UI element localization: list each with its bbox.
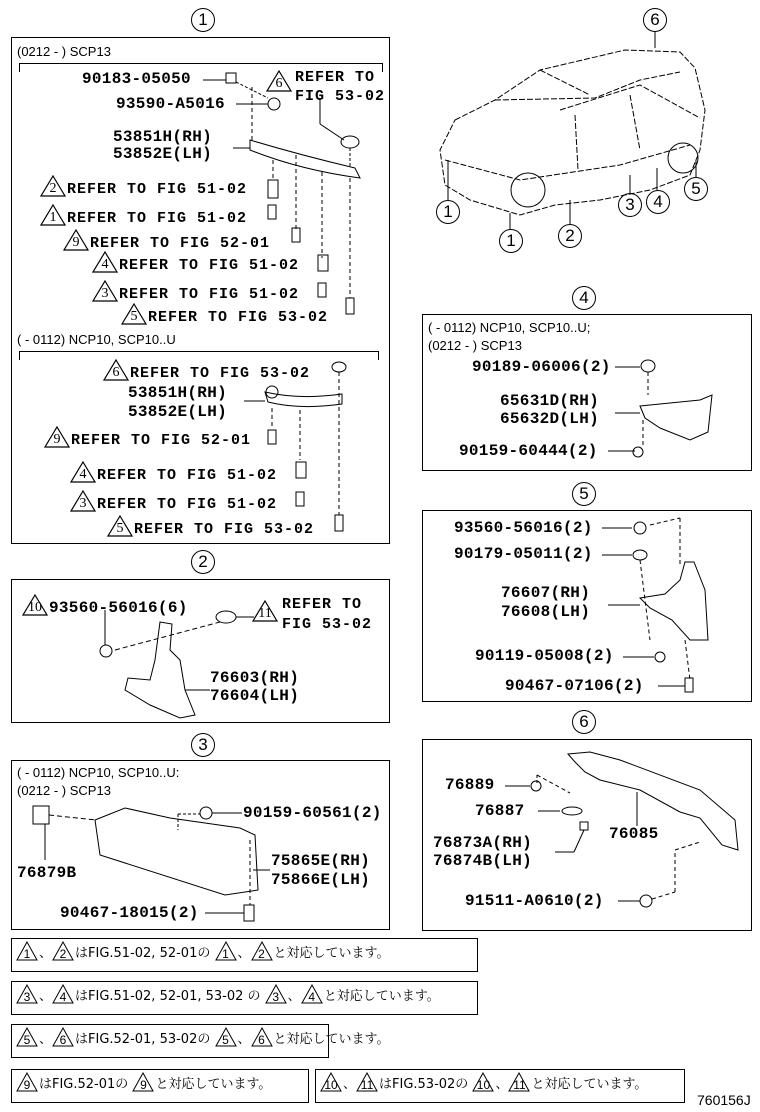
legend-row-9 — [11, 1069, 309, 1103]
part-90159-60444[interactable]: 90159-60444(2) — [459, 442, 598, 460]
part-90119-05008[interactable]: 90119-05008(2) — [475, 647, 614, 665]
triangle-6-icon: 6 — [52, 1027, 74, 1047]
separator: 、 — [39, 989, 53, 1004]
ref-text: REFER TO FIG 51-02 — [67, 181, 248, 198]
part-90179-05011[interactable]: 90179-05011(2) — [454, 545, 593, 563]
triangle-11-icon: 11 — [356, 1072, 378, 1092]
separator: 、 — [237, 946, 251, 961]
ref-row[interactable] — [63, 229, 270, 252]
legend-text: はFIG.51-02, 52-01の — [75, 946, 211, 961]
ref-text: REFER TO FIG 51-02 — [119, 286, 300, 303]
triangle-1-icon: 1 — [40, 204, 66, 226]
section-1-lower-applicability: ( - 0112) NCP10, SCP10..U — [17, 332, 176, 347]
part-53852E-lh[interactable]: 53852E(LH) — [113, 145, 213, 163]
triangle-2-icon: 2 — [52, 941, 74, 961]
part-90183-05050[interactable]: 90183-05050 — [82, 70, 191, 88]
part-76604-lh[interactable]: 76604(LH) — [210, 687, 300, 705]
triangle-3-icon: 3 — [70, 490, 96, 512]
section-3-applicability-2: (0212 - ) SCP13 — [17, 783, 111, 798]
part-93560-56016-x2[interactable]: 93560-56016(2) — [454, 519, 593, 537]
triangle-2-icon: 2 — [251, 941, 273, 961]
section-4-applicability-1: ( - 0112) NCP10, SCP10..U; — [428, 320, 591, 335]
ref-text: REFER TO FIG 51-02 — [67, 210, 248, 227]
part-76607-rh[interactable]: 76607(RH) — [501, 584, 591, 602]
triangle-10-icon: 10 — [22, 594, 48, 616]
triangle-11-icon: 11 — [252, 600, 278, 622]
separator: 、 — [343, 1077, 357, 1092]
part-76887[interactable]: 76887 — [475, 802, 525, 820]
ref-text: REFER TO FIG 52-01 — [90, 235, 271, 252]
section-4-applicability-2: (0212 - ) SCP13 — [428, 338, 522, 353]
part-76873A-rh[interactable]: 76873A(RH) — [433, 834, 533, 852]
legend-text: と対応しています。 — [273, 946, 390, 961]
separator: 、 — [287, 989, 301, 1004]
ref-row[interactable] — [107, 515, 314, 538]
ref-row[interactable] — [70, 490, 277, 513]
triangle-9-icon: 9 — [132, 1072, 154, 1092]
legend-text: はFIG.52-01の — [39, 1077, 129, 1092]
ref11-line2: FIG 53-02 — [282, 616, 373, 633]
legend-text: はFIG.52-01, 53-02の — [75, 1032, 211, 1047]
ref-text: REFER TO FIG 51-02 — [97, 467, 278, 484]
ref-text: REFER TO FIG 52-01 — [71, 432, 252, 449]
legend-text: と対応しています。 — [273, 1032, 390, 1047]
triangle-9-icon: 9 — [44, 426, 70, 448]
section-2-callout: 2 — [191, 550, 215, 574]
ref-row[interactable] — [70, 461, 277, 484]
legend-text: と対応しています。 — [531, 1077, 648, 1092]
triangle-5-icon: 5 — [16, 1027, 38, 1047]
ref-row[interactable] — [40, 204, 247, 227]
ref6-line2: FIG 53-02 — [295, 88, 386, 105]
ref-row[interactable] — [121, 303, 328, 326]
overview-callout-6[interactable]: 6 — [643, 8, 667, 32]
ref-text: REFER TO FIG 51-02 — [119, 257, 300, 274]
part-number: 93560-56016(6) — [49, 599, 188, 617]
section-6-callout: 6 — [572, 710, 596, 734]
ref-text: REFER TO FIG 53-02 — [130, 365, 311, 382]
overview-callout-1a[interactable]: 1 — [436, 200, 460, 224]
part-91511-A0610[interactable]: 91511-A0610(2) — [465, 892, 604, 910]
ref-row[interactable] — [92, 251, 299, 274]
triangle-2-icon: 2 — [40, 175, 66, 197]
part-76879B[interactable]: 76879B — [17, 864, 77, 882]
part-75866E-lh[interactable]: 75866E(LH) — [271, 871, 371, 889]
separator: 、 — [237, 1032, 251, 1047]
triangle-5-icon: 5 — [107, 515, 133, 537]
triangle-4-icon: 4 — [52, 984, 74, 1004]
triangle-1-icon: 1 — [215, 941, 237, 961]
triangle-4-icon: 4 — [92, 251, 118, 273]
part-76603-rh[interactable]: 76603(RH) — [210, 669, 300, 687]
figure-id: 760156J — [697, 1092, 751, 1108]
ref-row[interactable] — [92, 280, 299, 303]
part-76608-lh[interactable]: 76608(LH) — [501, 603, 591, 621]
section-3-callout: 3 — [191, 733, 215, 757]
part-76085[interactable]: 76085 — [609, 825, 659, 843]
overview-callout-3[interactable]: 3 — [618, 193, 642, 217]
ref-fig-53-02-tri11[interactable] — [252, 600, 279, 623]
legend-text: はFIG.51-02, 52-01, 53-02 の — [75, 989, 261, 1004]
separator: 、 — [39, 1032, 53, 1047]
part-90159-60561[interactable]: 90159-60561(2) — [243, 804, 382, 822]
triangle-6-icon: 6 — [266, 70, 292, 92]
part-75865E-rh[interactable]: 75865E(RH) — [271, 852, 371, 870]
ref-text: REFER TO FIG 53-02 — [148, 309, 329, 326]
part-53852E-lh-lower[interactable]: 53852E(LH) — [128, 403, 228, 421]
overview-callout-1b[interactable]: 1 — [499, 229, 523, 253]
part-65632D-lh[interactable]: 65632D(LH) — [500, 410, 600, 428]
part-76874B-lh[interactable]: 76874B(LH) — [433, 852, 533, 870]
part-90467-18015[interactable]: 90467-18015(2) — [60, 904, 199, 922]
triangle-9-icon: 9 — [16, 1072, 38, 1092]
ref-row[interactable] — [103, 359, 310, 382]
section-4-callout: 4 — [572, 286, 596, 310]
triangle-4-icon: 4 — [301, 984, 323, 1004]
part-53851H-rh-lower[interactable]: 53851H(RH) — [128, 384, 228, 402]
section-5-callout: 5 — [572, 482, 596, 506]
triangle-9-icon: 9 — [63, 229, 89, 251]
part-76889[interactable]: 76889 — [445, 776, 495, 794]
triangle-10-icon: 10 — [320, 1072, 342, 1092]
legend-row-10-11 — [315, 1069, 685, 1103]
separator: 、 — [39, 946, 53, 961]
part-90189-06006[interactable]: 90189-06006(2) — [472, 358, 611, 376]
legend-text: と対応しています。 — [155, 1077, 272, 1092]
section-3-applicability-1: ( - 0112) NCP10, SCP10..U: — [17, 765, 180, 780]
legend-text: と対応しています。 — [323, 989, 440, 1004]
overview-callout-2[interactable]: 2 — [558, 224, 582, 248]
overview-callout-5[interactable]: 5 — [684, 177, 708, 201]
ref-text: REFER TO FIG 53-02 — [134, 521, 315, 538]
triangle-4-icon: 4 — [70, 461, 96, 483]
ref6-line1: REFER TO — [295, 69, 376, 86]
ref-row[interactable] — [40, 175, 247, 198]
ref-row[interactable] — [44, 426, 251, 449]
ref-text: REFER TO FIG 51-02 — [97, 496, 278, 513]
ref11-line1: REFER TO — [282, 596, 363, 613]
part-90467-07106[interactable]: 90467-07106(2) — [505, 677, 644, 695]
section-1-callout: 1 — [191, 8, 215, 32]
legend-row-5-6 — [11, 1024, 390, 1058]
triangle-5-icon: 5 — [121, 303, 147, 325]
section-1-upper-applicability: (0212 - ) SCP13 — [17, 44, 111, 59]
triangle-6-icon: 6 — [251, 1027, 273, 1047]
part-65631D-rh[interactable]: 65631D(RH) — [500, 392, 600, 410]
legend-row-3-4 — [11, 981, 478, 1015]
legend-row-1-2 — [11, 938, 478, 972]
legend-text: はFIG.53-02の — [379, 1077, 469, 1092]
triangle-3-icon: 3 — [16, 984, 38, 1004]
overview-callout-4[interactable]: 4 — [646, 190, 670, 214]
ref-fig-53-02-tri6[interactable] — [266, 70, 293, 93]
part-93560-56016-x6[interactable] — [22, 594, 188, 617]
triangle-3-icon: 3 — [265, 984, 287, 1004]
triangle-6-icon: 6 — [103, 359, 129, 381]
part-53851H-rh[interactable]: 53851H(RH) — [113, 128, 213, 146]
triangle-10-icon: 10 — [472, 1072, 494, 1092]
separator: 、 — [495, 1077, 509, 1092]
triangle-1-icon: 1 — [16, 941, 38, 961]
triangle-11-icon: 11 — [508, 1072, 530, 1092]
triangle-5-icon: 5 — [215, 1027, 237, 1047]
triangle-3-icon: 3 — [92, 280, 118, 302]
part-93590-A5016[interactable]: 93590-A5016 — [116, 95, 225, 113]
